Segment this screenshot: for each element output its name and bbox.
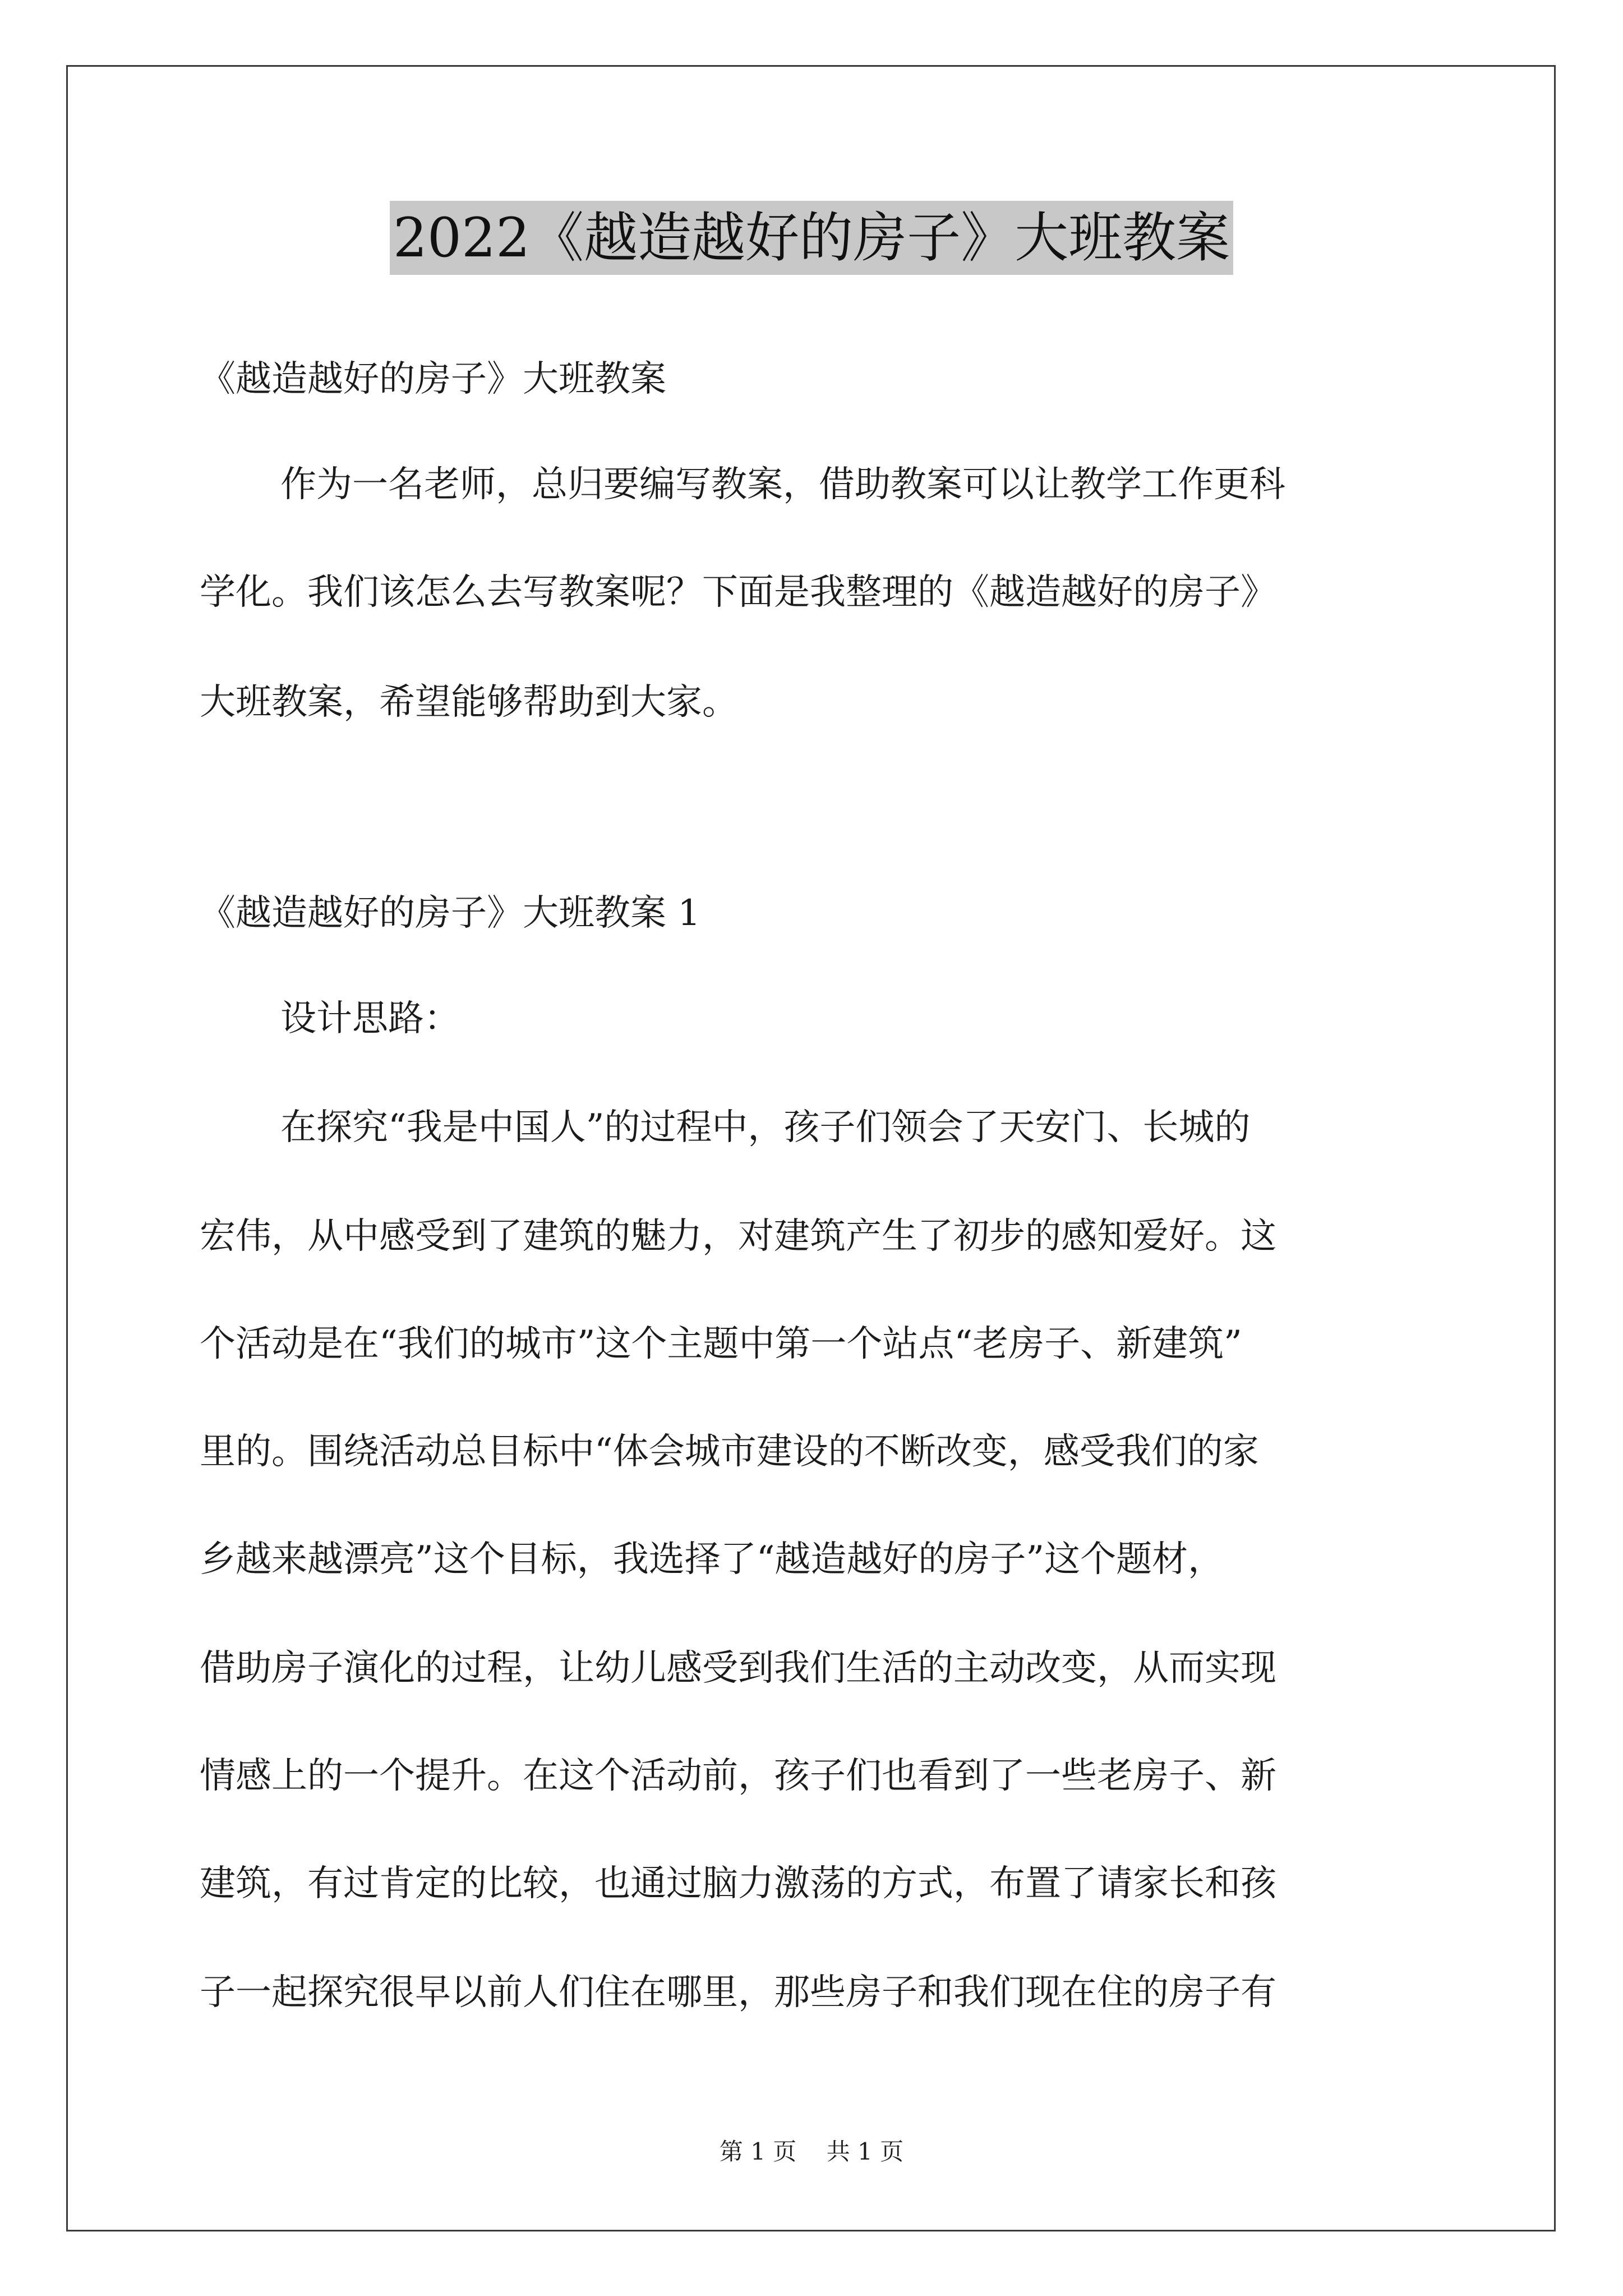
paragraph-line: 作为一名老师，总归要编写教案，借助教案可以让教学工作更科 <box>280 464 1285 505</box>
paragraph-line: 在探究“我是中国人”的过程中，孩子们领会了天安门、长城的 <box>280 1107 1251 1148</box>
paragraph-line: 学化。我们该怎么去写教案呢？下面是我整理的《越造越好的房子》 <box>200 572 1276 613</box>
paragraph-line: 情感上的一个提升。在这个活动前，孩子们也看到了一些老房子、新 <box>200 1755 1276 1797</box>
document-title: 2022《越造越好的房子》大班教案 <box>390 201 1233 275</box>
section-heading: 《越造越好的房子》大班教案 1 <box>200 892 701 934</box>
paragraph-line: 里的。围绕活动总目标中“体会城市建设的不断改变，感受我们的家 <box>200 1431 1259 1473</box>
title-container <box>0 201 1623 275</box>
subtitle-line: 《越造越好的房子》大班教案 <box>200 358 666 400</box>
paragraph-line: 乡越来越漂亮”这个目标，我选择了“越造越好的房子”这个题材， <box>200 1539 1224 1580</box>
paragraph-line: 借助房子演化的过程，让幼儿感受到我们生活的主动改变，从而实现 <box>200 1648 1276 1689</box>
paragraph-line: 建筑，有过肯定的比较，也通过脑力激荡的方式，布置了请家长和孩 <box>200 1863 1276 1904</box>
paragraph-line: 大班教案，希望能够帮助到大家。 <box>200 682 738 723</box>
paragraph-line: 个活动是在“我们的城市”这个主题中第一个站点“老房子、新建筑” <box>200 1323 1242 1365</box>
paragraph-line: 子一起探究很早以前人们住在哪里，那些房子和我们现在住的房子有 <box>200 1972 1276 2013</box>
paragraph-line: 宏伟，从中感受到了建筑的魅力，对建筑产生了初步的感知爱好。这 <box>200 1216 1276 1257</box>
page-footer: 第 1 页 共 1 页 <box>719 2138 904 2165</box>
paragraph-line: 设计思路： <box>280 998 460 1039</box>
